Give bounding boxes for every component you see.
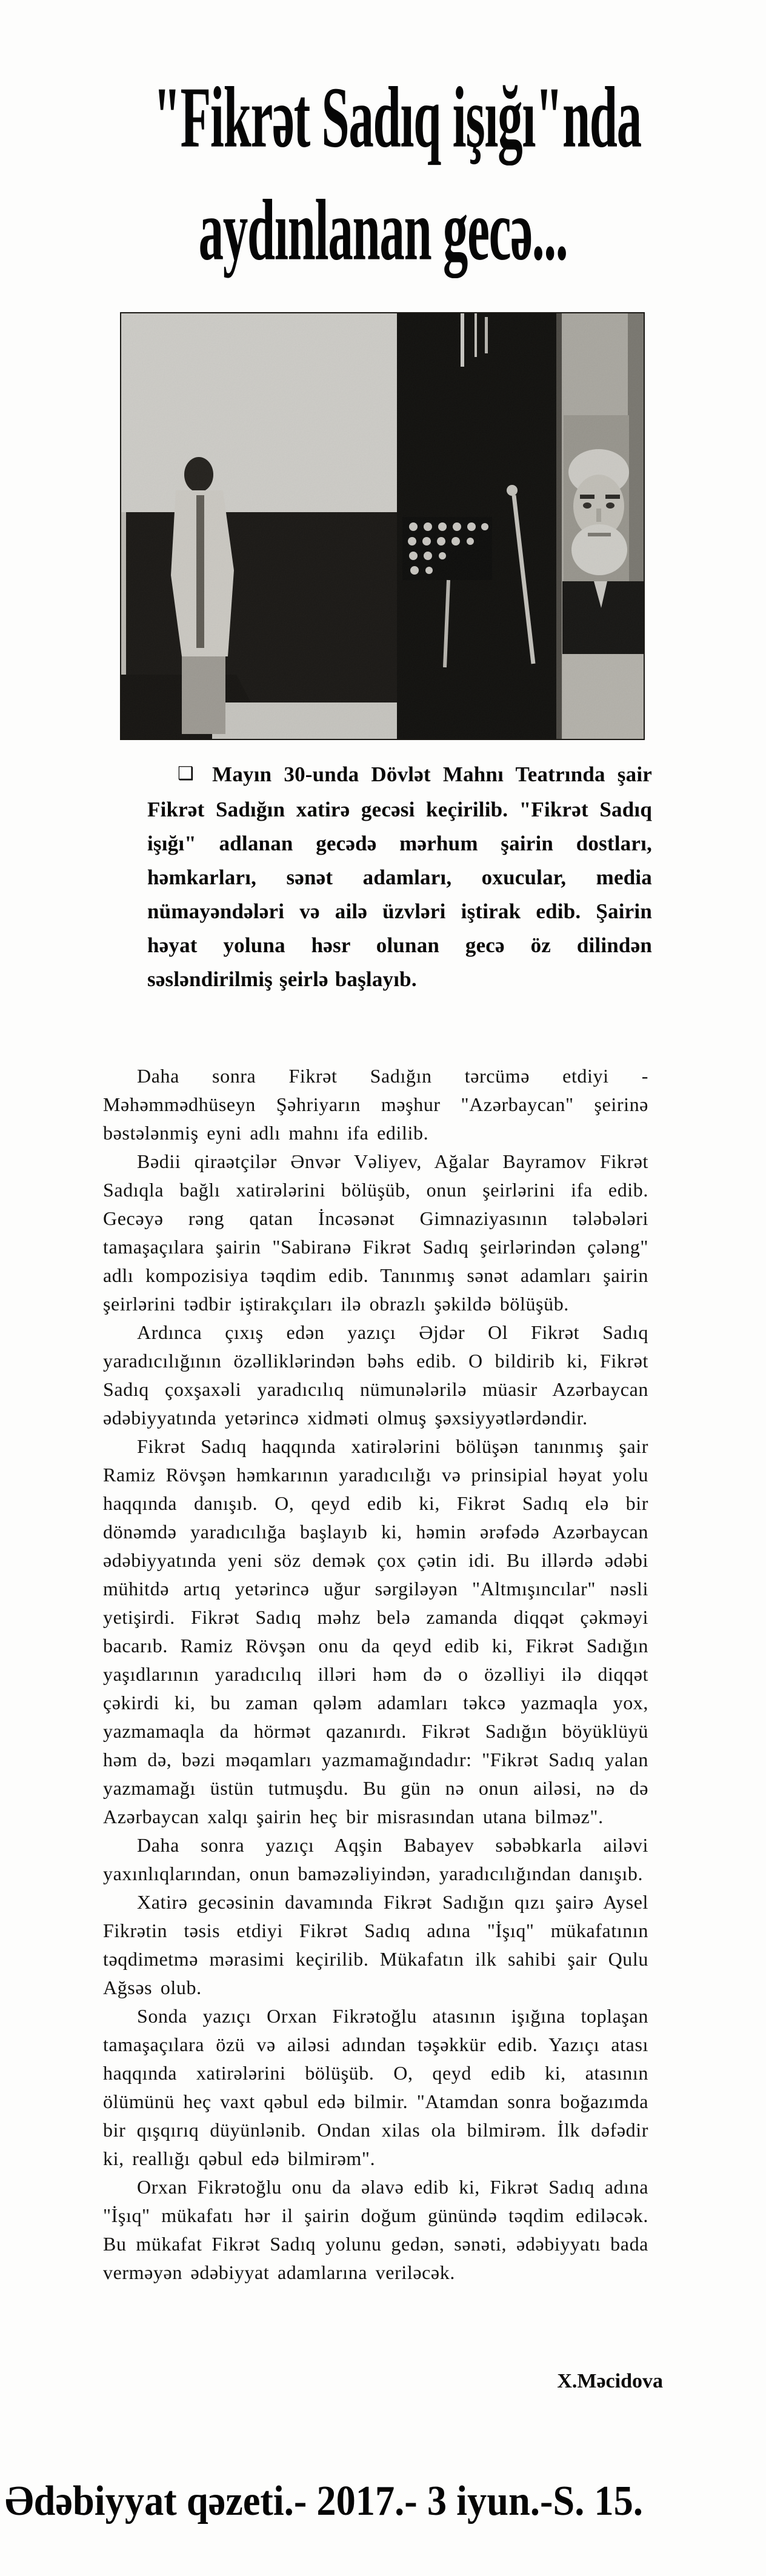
article-paragraph: Fikrət Sadıq haqqında xatirələrini bölüşən tanınmış şair Ramiz Rövşən həmkarının yaradıcılığı və prinsipial həyat yolu haqqında danışıb. O, qeyd edib ki, Fikrət Sadıq elə bir dönəmdə yaradıcılığa başlayıb ki, həmin ərəfədə Azərbaycan ədəbiyyatında yeni söz demək çox çətin idi. Bu illərdə ədəbi mühitdə artıq yetərincə uğur sərgiləyən "Altmışıncılar" nəsli yetişirdi. Fikrət Sadıq məhz belə zamanda diqqət çəkməyi bacarıb. Ramiz Rövşən onu da qeyd edib ki, Fikrət Sadığın yaşıdlarının yaradıcılıq illəri həm də o özəlliyi ilə diqqət çəkirdi ki, bu zaman qələm adamları təkcə yazmaqla yox, yazmamaqla da hörmət qazanırdı. Fikrət Sadığın böyüklüyü həm də, bəzi məqamları yazmamağındadır: "Fikrət Sadıq yalan yazmamağı üstün tutmuşdu. Bu gün nə onun ailəsi, nə də Azərbaycan xalqı şairin heç bir misrasından utana bilməz". [103,1435,648,1827]
lead-square-bullet-icon: ❑ [178,764,195,784]
article-paragraph: Daha sonra yazıçı Aqşin Babayev səbəbkarla ailəvi yaxınlıqlarından, onun baməzəliyindən, yaradıcılığından danışıb. [103,1834,648,1884]
lead-paragraph [147,758,652,996]
photo-grain-overlay [121,313,644,739]
article-paragraph: Daha sonra Fikrət Sadığın tərcümə etdiyi - Məhəmmədhüseyn Şəhriyarın məşhur "Azərbaycan" şeirinə bəstələnmiş eyni adlı mahnı ifa edilib. [103,1065,648,1144]
article-paragraph: Sonda yazıçı Orxan Fikrətoğlu atasının işığına toplaşan tamaşaçılara özü və ailəsi adından təşəkkür edib. Yazıçı atası haqqında xatirələrini bölüşüb. O, qeyd edib ki, atasının ölümünü heç vaxt qəbul edə bilmir. "Atamdan sonra boğazımda bir qışqırıq düyünlənib. Ondan xilas ola bilmirəm. İlk dəfədir ki, reallığı qəbul edə bilmirəm". [103,2005,648,2169]
article-photo-graphic [121,313,644,739]
article-title-line2: aydınlanan gecə... [198,181,568,278]
article-photo [120,312,645,740]
author-signature: X.Məcidova [557,2370,663,2392]
article-paragraph: Ardınca çıxış edən yazıçı Əjdər Ol Fikrət Sadıq yaradıcılığının özəlliklərindən bəhs edib. O bildirib ki, Fikrət Sadıq çoxşaxəli yaradıcılıq nümunələrilə müasir Azərbaycan ədəbiyyatında yetərincə xidməti olmuş şəxsiyyətlərdəndir. [103,1321,648,1429]
source-citation: Ədəbiyyat qəzeti.- 2017.- 3 iyun.-S. 15. [5,2478,643,2524]
article-body [103,1062,648,2287]
article-paragraph: Xatirə gecəsinin davamında Fikrət Sadığın qızı şairə Aysel Fikrətin təsis etdiyi Fikrət Sadıq adına "İşıq" mükafatının təqdimetmə mərasimi keçirilib. Mükafatın ilk sahibi şair Qulu Ağsəs olub. [103,1891,648,1998]
article-title-line1: "Fikrət Sadıq işığı"nda [153,68,641,165]
article-paragraph: Bədii qiraətçilər Ənvər Vəliyev, Ağalar Bayramov Fikrət Sadıqla bağlı xatirələrini bölüşüb, onun şeirlərini ifa edib. Gecəyə rəng qatan İncəsənət Gimnaziyasının tələbələri tamaşaçılara şairin "Sabiranə Fikrət Sadıq şeirlərindən çələng" adlı kompozisiya təqdim edib. Tanınmış sənət adamları şairin şeirlərini tədbir iştirakçıları ilə obrazlı şəkildə bölüşüb. [103,1150,648,1315]
lead-text: Mayın 30-unda Dövlət Mahnı Teatrında şair Fikrət Sadığın xatirə gecəsi keçirilib. "Fikrət Sadıq işığı" adlanan gecədə mərhum şairin dostları, həmkarları, sənət adamları, oxucular, media nümayəndələri və ailə üzvləri iştirak edib. Şairin həyat yoluna həsr olunan gecə öz dilindən səsləndirilmiş şeirlə başlayıb. [147,762,652,991]
article-paragraph: Orxan Fikrətoğlu onu da əlavə edib ki, Fikrət Sadıq adına "İşıq" mükafatı hər il şairin doğum günündə təqdim ediləcək. Bu mükafat Fikrət Sadıq yolunu gedən, sənəti, ədəbiyyatı bada verməyən ədəbiyyat adamlarına veriləcək. [103,2176,648,2283]
